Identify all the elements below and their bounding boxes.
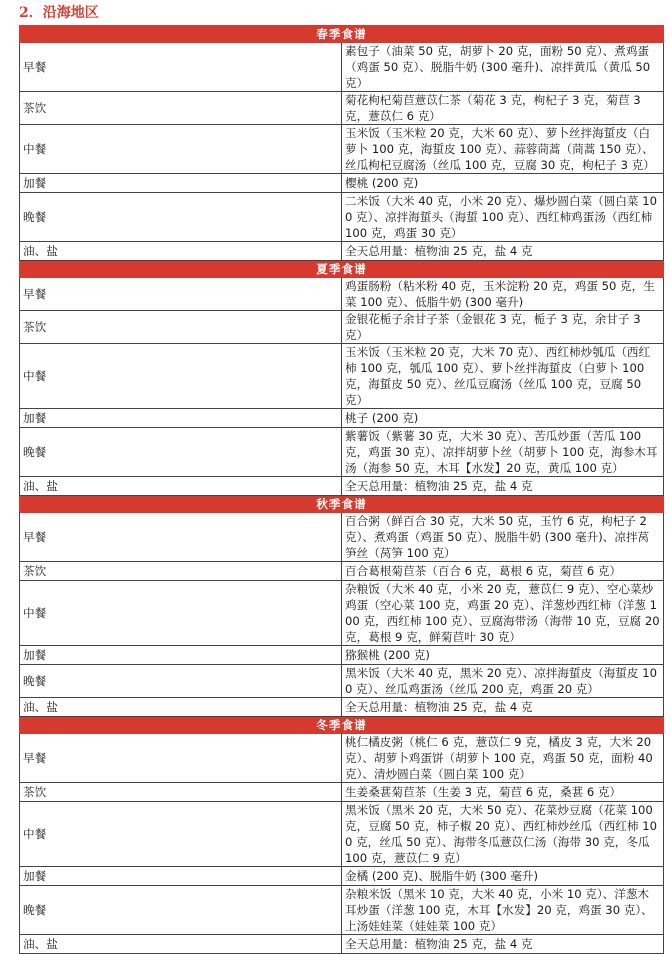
season-title: 春季食谱 <box>20 26 664 43</box>
table-row <box>20 867 664 886</box>
meal-label: 中餐 <box>20 125 342 174</box>
table-row <box>20 125 664 174</box>
meal-content: 紫薯饭（紫薯 30 克，大米 30 克）、苦瓜炒蛋（苦瓜 100 克，鸡蛋 30 克）、凉拌胡萝卜丝（胡萝卜 100 克，海参木耳汤（海参 50 克，木耳【水发】20 克，黄瓜 100 克） <box>342 428 664 477</box>
meal-label: 茶饮 <box>20 92 342 125</box>
meal-content: 杂粮米饭（黑米 10 克，大米 40 克，小米 10 克）、洋葱木耳炒蛋（洋葱 100 克，木耳【水发】20 克，鸡蛋 30 克）、上汤娃娃菜（娃娃菜 100 克） <box>342 886 664 935</box>
season-header-row <box>20 496 664 513</box>
table-row <box>20 783 664 802</box>
meal-content: 樱桃 (200 克) <box>342 174 664 193</box>
meal-content: 玉米饭（玉米粒 20 克，大米 60 克）、萝卜丝拌海蜇皮（白萝卜 100 克，海蜇皮 100 克）、蒜蓉茼蒿（茼蒿 150 克）、丝瓜枸杞豆腐汤（丝瓜 100 克，豆腐 30 克，枸杞子 3 克） <box>342 125 664 174</box>
table-row <box>20 409 664 428</box>
meal-content: 金银花栀子余甘子茶（金银花 3 克，栀子 3 克，余甘子 3 克） <box>342 311 664 344</box>
table-row <box>20 886 664 935</box>
meal-label: 茶饮 <box>20 783 342 802</box>
meal-label: 油、盐 <box>20 935 342 954</box>
table-row <box>20 344 664 409</box>
meal-content: 百合粥（鲜百合 30 克，大米 50 克，玉竹 6 克，枸杞子 2 克）、煮鸡蛋（鸡蛋 50 克）、脱脂牛奶 (300 毫升)、凉拌莴笋丝（莴笋 100 克） <box>342 513 664 562</box>
table-row <box>20 174 664 193</box>
meal-label: 油、盐 <box>20 242 342 261</box>
meal-label: 加餐 <box>20 867 342 886</box>
table-row <box>20 311 664 344</box>
meal-content: 鸡蛋肠粉（粘米粉 40 克，玉米淀粉 20 克，鸡蛋 50 克，生菜 100 克）、低脂牛奶 (300 毫升) <box>342 278 664 311</box>
meal-label: 中餐 <box>20 802 342 867</box>
meal-label: 晚餐 <box>20 428 342 477</box>
meal-content: 生姜桑葚菊苣茶（生姜 3 克，菊苣 6 克，桑葚 6 克） <box>342 783 664 802</box>
table-row <box>20 428 664 477</box>
meal-label: 早餐 <box>20 734 342 783</box>
meal-label: 早餐 <box>20 513 342 562</box>
meal-content: 黑米饭（大米 40 克，黑米 20 克）、凉拌海蜇皮（海蜇皮 100 克）、丝瓜鸡蛋汤（丝瓜 200 克，鸡蛋 20 克） <box>342 665 664 698</box>
table-row <box>20 734 664 783</box>
diet-table <box>19 25 664 954</box>
meal-label: 油、盐 <box>20 698 342 717</box>
meal-content: 二米饭（大米 40 克，小米 20 克）、爆炒圆白菜（圆白菜 100 克）、凉拌海蜇头（海蜇 100 克）、西红柿鸡蛋汤（西红柿 100 克，鸡蛋 30 克） <box>342 193 664 242</box>
meal-content: 桃子 (200 克) <box>342 409 664 428</box>
table-row <box>20 513 664 562</box>
season-header-row <box>20 26 664 43</box>
meal-content: 桃仁橘皮粥（桃仁 6 克，薏苡仁 9 克，橘皮 3 克，大米 20 克）、胡萝卜鸡蛋饼（胡萝卜 100 克，鸡蛋 50 克，面粉 40 克）、清炒圆白菜（圆白菜 100 克） <box>342 734 664 783</box>
meal-content: 全天总用量：植物油 25 克，盐 4 克 <box>342 477 664 496</box>
season-header-row <box>20 717 664 734</box>
table-row <box>20 477 664 496</box>
meal-label: 加餐 <box>20 646 342 665</box>
season-title: 秋季食谱 <box>20 496 664 513</box>
table-row <box>20 193 664 242</box>
meal-label: 中餐 <box>20 344 342 409</box>
table-row <box>20 278 664 311</box>
season-title: 冬季食谱 <box>20 717 664 734</box>
meal-content: 全天总用量：植物油 25 克，盐 4 克 <box>342 935 664 954</box>
meal-label: 早餐 <box>20 43 342 92</box>
meal-content: 黑米饭（黑米 20 克，大米 50 克）、花菜炒豆腐（花菜 100 克，豆腐 50 克，柿子椒 20 克）、西红柿炒丝瓜（西红柿 100 克，丝瓜 50 克）、海带冬瓜薏苡仁汤（海带 30 克，冬瓜 100 克，薏苡仁 9 克） <box>342 802 664 867</box>
meal-label: 茶饮 <box>20 311 342 344</box>
table-row <box>20 698 664 717</box>
meal-label: 茶饮 <box>20 562 342 581</box>
meal-label: 中餐 <box>20 581 342 646</box>
meal-label: 晚餐 <box>20 193 342 242</box>
meal-label: 加餐 <box>20 409 342 428</box>
meal-label: 油、盐 <box>20 477 342 496</box>
table-row <box>20 935 664 954</box>
meal-content: 玉米饭（玉米粒 20 克，大米 70 克）、西红柿炒瓠瓜（西红柿 100 克，瓠瓜 100 克）、萝卜丝拌海蜇皮（白萝卜 100 克，海蜇皮 50 克）、丝瓜豆腐汤（丝瓜 100 克，豆腐 50 克） <box>342 344 664 409</box>
table-row <box>20 581 664 646</box>
table-row <box>20 92 664 125</box>
section-title: 2．沿海地区 <box>19 5 99 21</box>
meal-content: 素包子（油菜 50 克，胡萝卜 20 克，面粉 50 克）、煮鸡蛋（鸡蛋 50 克）、脱脂牛奶 (300 毫升)、凉拌黄瓜（黄瓜 50 克） <box>342 43 664 92</box>
meal-content: 金橘 (200 克)、脱脂牛奶 (300 毫升) <box>342 867 664 886</box>
meal-content: 全天总用量：植物油 25 克，盐 4 克 <box>342 242 664 261</box>
meal-label: 晚餐 <box>20 886 342 935</box>
season-header-row <box>20 261 664 278</box>
table-row <box>20 646 664 665</box>
table-row <box>20 43 664 92</box>
table-row <box>20 242 664 261</box>
meal-content: 杂粮饭（大米 40 克，小米 20 克，薏苡仁 9 克）、空心菜炒鸡蛋（空心菜 100 克，鸡蛋 20 克）、洋葱炒西红柿（洋葱 100 克，西红柿 100 克）、豆腐海带汤（海带 10 克，豆腐 20 克，葛根 9 克，鲜菊苣叶 30 克） <box>342 581 664 646</box>
meal-content: 猕猴桃 (200 克) <box>342 646 664 665</box>
meal-label: 晚餐 <box>20 665 342 698</box>
diet-table-body <box>20 26 664 954</box>
season-title: 夏季食谱 <box>20 261 664 278</box>
table-row <box>20 665 664 698</box>
meal-label: 加餐 <box>20 174 342 193</box>
table-row <box>20 562 664 581</box>
table-row <box>20 802 664 867</box>
meal-content: 百合葛根菊苣茶（百合 6 克，葛根 6 克，菊苣 6 克） <box>342 562 664 581</box>
meal-content: 全天总用量：植物油 25 克，盐 4 克 <box>342 698 664 717</box>
meal-label: 早餐 <box>20 278 342 311</box>
meal-content: 菊花枸杞菊苣薏苡仁茶（菊花 3 克，枸杞子 3 克，菊苣 3 克，薏苡仁 6 克） <box>342 92 664 125</box>
